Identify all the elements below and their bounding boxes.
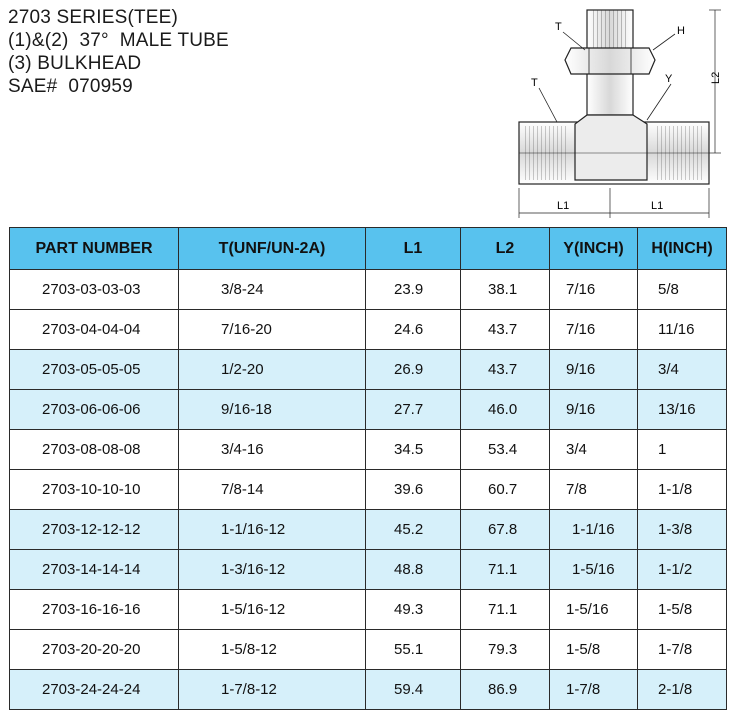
title-line-male-tube: (1)&(2) 37° MALE TUBE [8,30,229,51]
cell-l1: 34.5 [366,430,461,470]
series-title-block [8,6,229,98]
table-row [10,390,727,430]
table-row [10,470,727,510]
cell-l2: 60.7 [461,470,550,510]
col-header-h: H(INCH) [638,228,727,270]
cell-y: 1-1/16 [550,510,638,550]
cell-l1: 59.4 [366,670,461,710]
tee-junction [575,115,647,180]
cell-thread: 7/8-14 [179,470,366,510]
cell-l2: 38.1 [461,270,550,310]
col-header-l2: L2 [461,228,550,270]
cell-y: 7/8 [550,470,638,510]
title-line-series: 2703 SERIES(TEE) [8,7,179,28]
col-header-part-number: PART NUMBER [10,228,179,270]
tee-fitting-drawing [505,2,730,222]
cell-h: 1-7/8 [638,630,727,670]
title-line-bulkhead: (3) BULKHEAD [8,53,142,74]
cell-thread: 1-5/16-12 [179,590,366,630]
table-row [10,270,727,310]
cell-thread: 1-5/8-12 [179,630,366,670]
cell-thread: 1-7/8-12 [179,670,366,710]
cell-part-number: 2703-12-12-12 [10,510,179,550]
cell-y: 1-5/16 [550,550,638,590]
cell-part-number: 2703-05-05-05 [10,350,179,390]
cell-h: 1 [638,430,727,470]
cell-y: 9/16 [550,390,638,430]
cell-l1: 49.3 [366,590,461,630]
cell-thread: 7/16-20 [179,310,366,350]
cell-l2: 43.7 [461,310,550,350]
cell-l1: 27.7 [366,390,461,430]
cell-l2: 53.4 [461,430,550,470]
cell-l1: 45.2 [366,510,461,550]
cell-thread: 1-3/16-12 [179,550,366,590]
cell-part-number: 2703-16-16-16 [10,590,179,630]
cell-thread: 1/2-20 [179,350,366,390]
cell-h: 1-1/8 [638,470,727,510]
cell-l2: 46.0 [461,390,550,430]
cell-h: 1-3/8 [638,510,727,550]
cell-l2: 71.1 [461,590,550,630]
col-header-l1: L1 [366,228,461,270]
cell-h: 1-5/8 [638,590,727,630]
label-l2: L2 [710,71,722,84]
cell-y: 7/16 [550,310,638,350]
col-header-y: Y(INCH) [550,228,638,270]
label-t-top: T [555,21,562,33]
title-line-sae: SAE# 070959 [8,76,133,97]
label-t-left: T [531,77,538,89]
table-row [10,630,727,670]
cell-y: 9/16 [550,350,638,390]
cell-y: 7/16 [550,270,638,310]
cell-l1: 48.8 [366,550,461,590]
cell-h: 2-1/8 [638,670,727,710]
cell-h: 1-1/2 [638,550,727,590]
dimension-table [9,227,727,710]
label-y: Y [665,73,673,85]
cell-l1: 39.6 [366,470,461,510]
cell-thread: 3/4-16 [179,430,366,470]
col-header-thread: T(UNF/UN-2A) [179,228,366,270]
cell-h: 11/16 [638,310,727,350]
table-row [10,350,727,390]
cell-part-number: 2703-14-14-14 [10,550,179,590]
cell-l2: 43.7 [461,350,550,390]
table-row [10,310,727,350]
cell-y: 1-7/8 [550,670,638,710]
cell-part-number: 2703-04-04-04 [10,310,179,350]
cell-l1: 55.1 [366,630,461,670]
cell-part-number: 2703-03-03-03 [10,270,179,310]
table-row [10,590,727,630]
cell-part-number: 2703-24-24-24 [10,670,179,710]
cell-part-number: 2703-20-20-20 [10,630,179,670]
table-header-row [10,228,727,270]
cell-l2: 71.1 [461,550,550,590]
cell-h: 5/8 [638,270,727,310]
cell-y: 3/4 [550,430,638,470]
label-l1-left: L1 [557,200,570,212]
cell-h: 13/16 [638,390,727,430]
table-row [10,670,727,710]
cell-l2: 86.9 [461,670,550,710]
hex-nut [565,48,655,74]
cell-l2: 67.8 [461,510,550,550]
table-row [10,550,727,590]
cell-part-number: 2703-10-10-10 [10,470,179,510]
label-h: H [677,25,685,37]
table-row [10,430,727,470]
cell-thread: 3/8-24 [179,270,366,310]
cell-l1: 24.6 [366,310,461,350]
cell-y: 1-5/8 [550,630,638,670]
cell-thread: 9/16-18 [179,390,366,430]
cell-l2: 79.3 [461,630,550,670]
cell-l1: 23.9 [366,270,461,310]
cell-y: 1-5/16 [550,590,638,630]
cell-part-number: 2703-06-06-06 [10,390,179,430]
cell-part-number: 2703-08-08-08 [10,430,179,470]
vertical-thread [591,10,629,52]
table-row [10,510,727,550]
label-l1-right: L1 [651,200,664,212]
cell-l1: 26.9 [366,350,461,390]
cell-h: 3/4 [638,350,727,390]
cell-thread: 1-1/16-12 [179,510,366,550]
